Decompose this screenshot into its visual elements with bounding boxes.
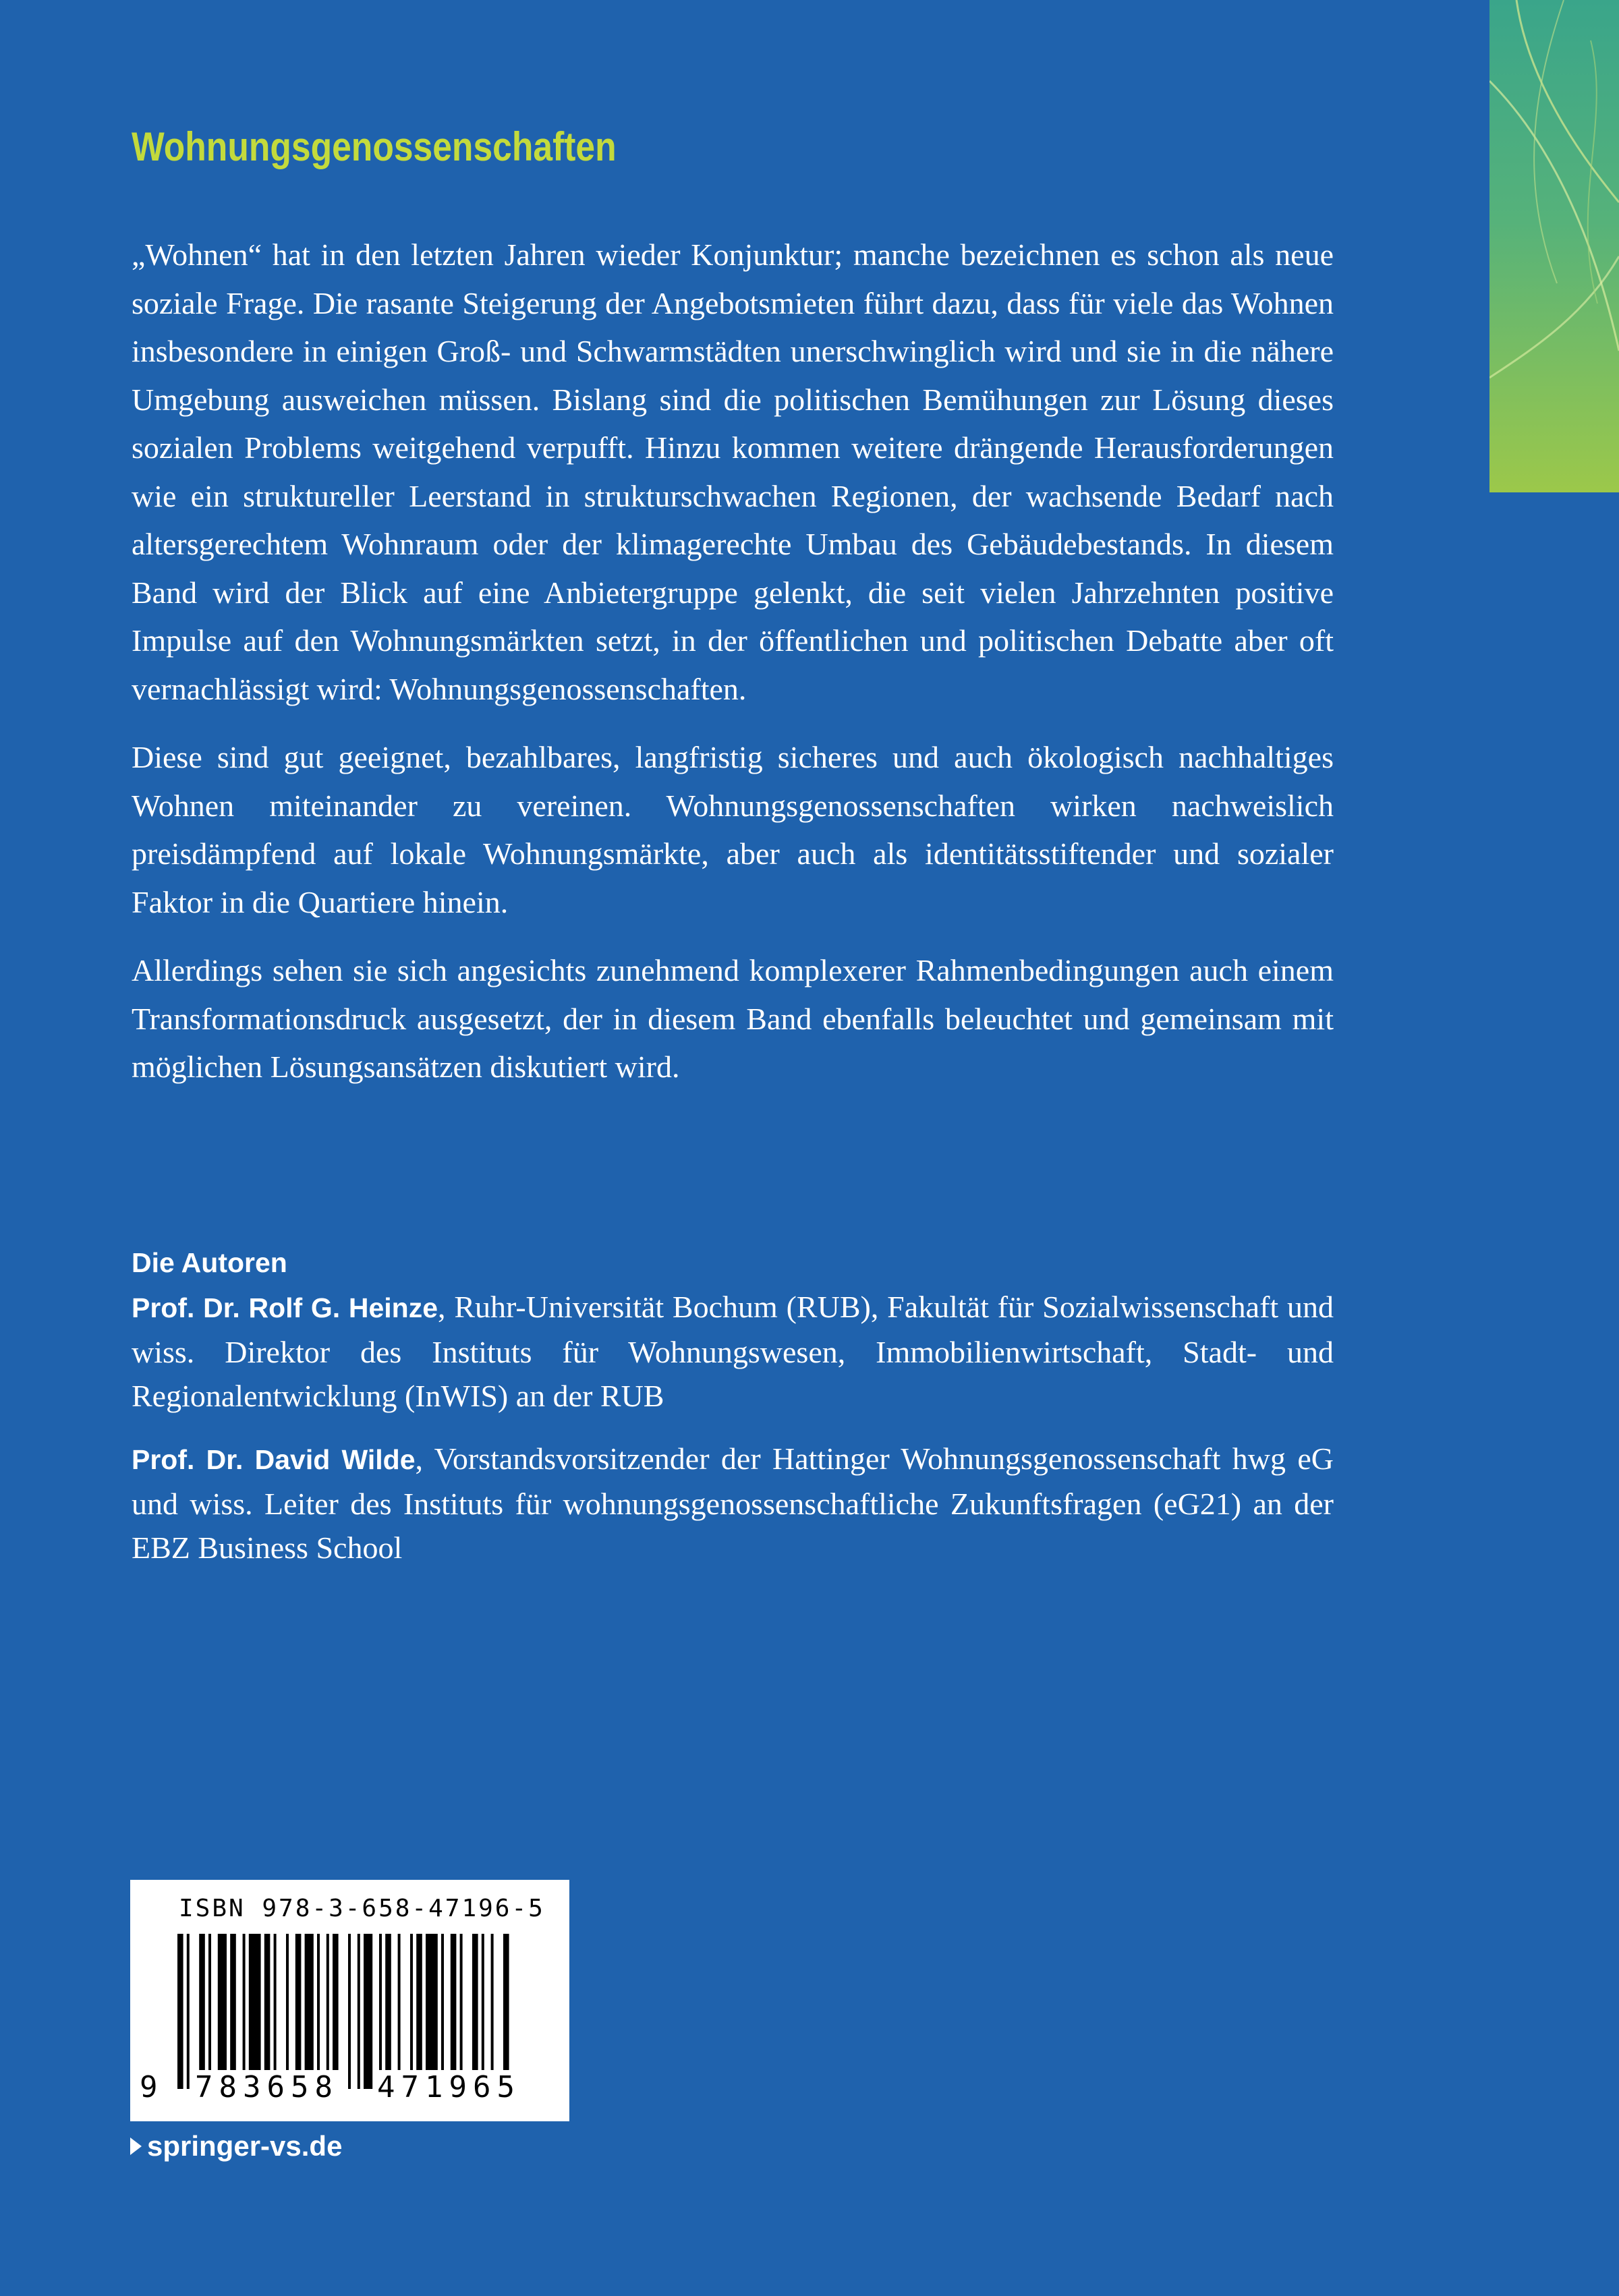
ean-digits (130, 1880, 569, 2121)
authors-heading: Die Autoren (132, 1247, 287, 1278)
author-name: Prof. Dr. Rolf G. Heinze (132, 1292, 438, 1323)
author-entry (132, 1285, 1334, 1418)
author-name: Prof. Dr. David Wilde (132, 1444, 416, 1475)
ean-left-group: 783658 (192, 2070, 341, 2104)
ean-right-group: 471965 (374, 2070, 523, 2104)
authors-section (132, 1241, 1334, 1588)
author-bio: , Vorstandsvorsitzender der Hattinger Wohnungsgenossenschaft hwg eG und wiss. Leiter des Instituts für wohnungsgenossenschaftliche Zukunftsfragen (eG21) an der EBZ Business School (132, 1441, 1334, 1565)
description-paragraph: Diese sind gut geeignet, bezahlbares, langfristig sicheres und auch ökologisch nachhaltiges Wohnen miteinander zu vereinen. Wohnungsgenossenschaften wirken nachweislich preisdämpfend auf lokale Wohnungsmärkte, aber auch als identitätsstiftender und sozialer Faktor in die Quartiere hinein. (132, 740, 1334, 919)
description-paragraph: „Wohnen“ hat in den letzten Jahren wieder Konjunktur; manche bezeichnen es schon als neue soziale Frage. Die rasante Steigerung der Angebotsmieten führt dazu, dass für viele das Wohnen insbesondere in einigen Groß- und Schwarmstädten unerschwinglich wird und sie in die nähere Umgebung ausweichen müssen. Bislang sind die politischen Bemühungen zur Lösung dieses sozialen Problems weitgehend verpufft. Hinzu kommen weitere drängende Herausforderungen wie ein struktureller Leerstand in strukturschwachen Regionen, der wachsende Bedarf nach altersgerechtem Wohnraum oder der klimagerechte Umbau des Gebäudebestands. In diesem Band wird der Blick auf eine Anbietergruppe gelenkt, die seit vielen Jahrzehnten positive Impulse auf den Wohnungsmärkten setzt, in der öffentlichen und politischen Debatte aber oft vernachlässigt wird: Wohnungsgenossenschaften. (132, 237, 1334, 706)
arrow-right-icon (130, 2137, 142, 2155)
isbn-barcode-box (130, 1880, 569, 2121)
description-paragraph: Allerdings sehen sie sich angesichts zunehmend komplexerer Rahmenbedingungen auch einem Transformationsdruck ausgesetzt, der in diesem Band ebenfalls beleuchtet und gemeinsam mit möglichen Lösungsansätzen diskutiert wird. (132, 953, 1334, 1084)
description (132, 231, 1334, 1112)
author-bio: , Ruhr-Universität Bochum (RUB), Fakultät für Sozialwissenschaft und wiss. Direktor des Instituts für Wohnungswesen, Immobilienwirtschaft, Stadt- und Regionalentwicklung (InWIS) an der RUB (132, 1290, 1334, 1413)
ean-first-digit: 9 (140, 2070, 158, 2104)
author-entry (132, 1437, 1334, 1570)
website-label: springer-vs.de (147, 2130, 343, 2162)
decorative-green-strip (1489, 0, 1619, 492)
isbn-label: ISBN 978-3-658-47196-5 (179, 1895, 545, 1922)
book-title: Wohnungsgenossenschaften (132, 124, 617, 169)
publisher-website-link[interactable] (130, 2130, 342, 2162)
